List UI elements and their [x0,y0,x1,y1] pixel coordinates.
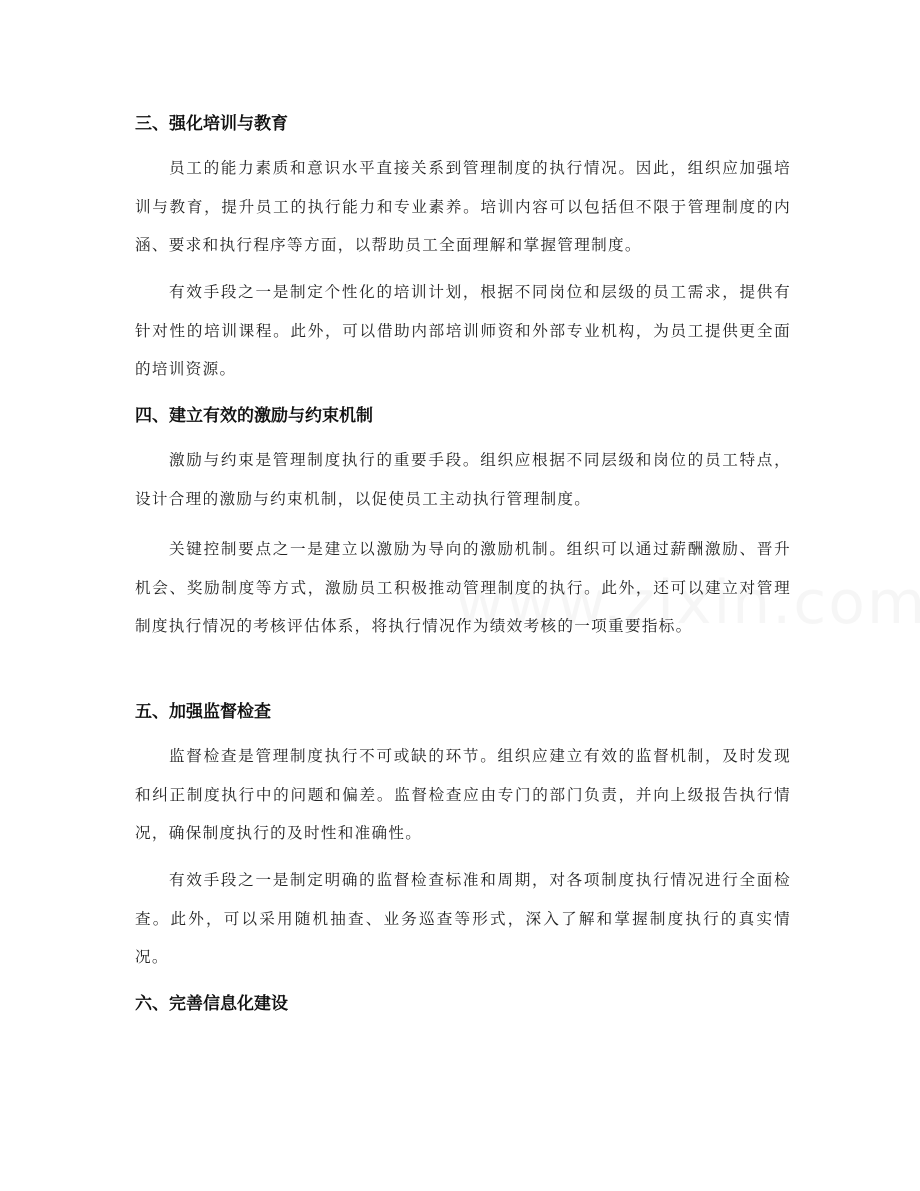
section-heading: 五、加强监督检查 [135,702,271,722]
paragraph: 有效手段之一是制定明确的监督检查标准和周期，对各项制度执行情况进行全面检查。此外，可以采用随机抽查、业务巡查等形式，深入了解和掌握制度执行的真实情况。 [135,871,791,966]
section-heading: 四、建立有效的激励与约束机制 [135,406,373,426]
paragraph: 激励与约束是管理制度执行的重要手段。组织应根据不同层级和岗位的员工特点，设计合理的激励与约束机制，以促使员工主动执行管理制度。 [135,451,791,508]
paragraph: 员工的能力素质和意识水平直接关系到管理制度的执行情况。因此，组织应加强培训与教育，提升员工的执行能力和专业素养。培训内容可以包括但不限于管理制度的内涵、要求和执行程序等方面，以帮助员工全面理解和掌握管理制度。 [135,159,791,254]
section-heading: 六、完善信息化建设 [135,994,288,1014]
paragraph: 关键控制要点之一是建立以激励为导向的激励机制。组织可以通过薪酬激励、晋升机会、奖励制度等方式，激励员工积极推动管理制度的执行。此外，还可以建立对管理制度执行情况的考核评估体系，将执行情况作为绩效考核的一项重要指标。 [135,540,791,635]
paragraph: 有效手段之一是制定个性化的培训计划，根据不同岗位和层级的员工需求，提供有针对性的培训课程。此外，可以借助内部培训师资和外部专业机构，为员工提供更全面的培训资源。 [135,283,791,378]
paragraph: 监督检查是管理制度执行不可或缺的环节。组织应建立有效的监督机制，及时发现和纠正制度执行中的问题和偏差。监督检查应由专门的部门负责，并向上级报告执行情况，确保制度执行的及时性和准确性。 [135,747,791,842]
section-heading: 三、强化培训与教育 [135,114,288,134]
